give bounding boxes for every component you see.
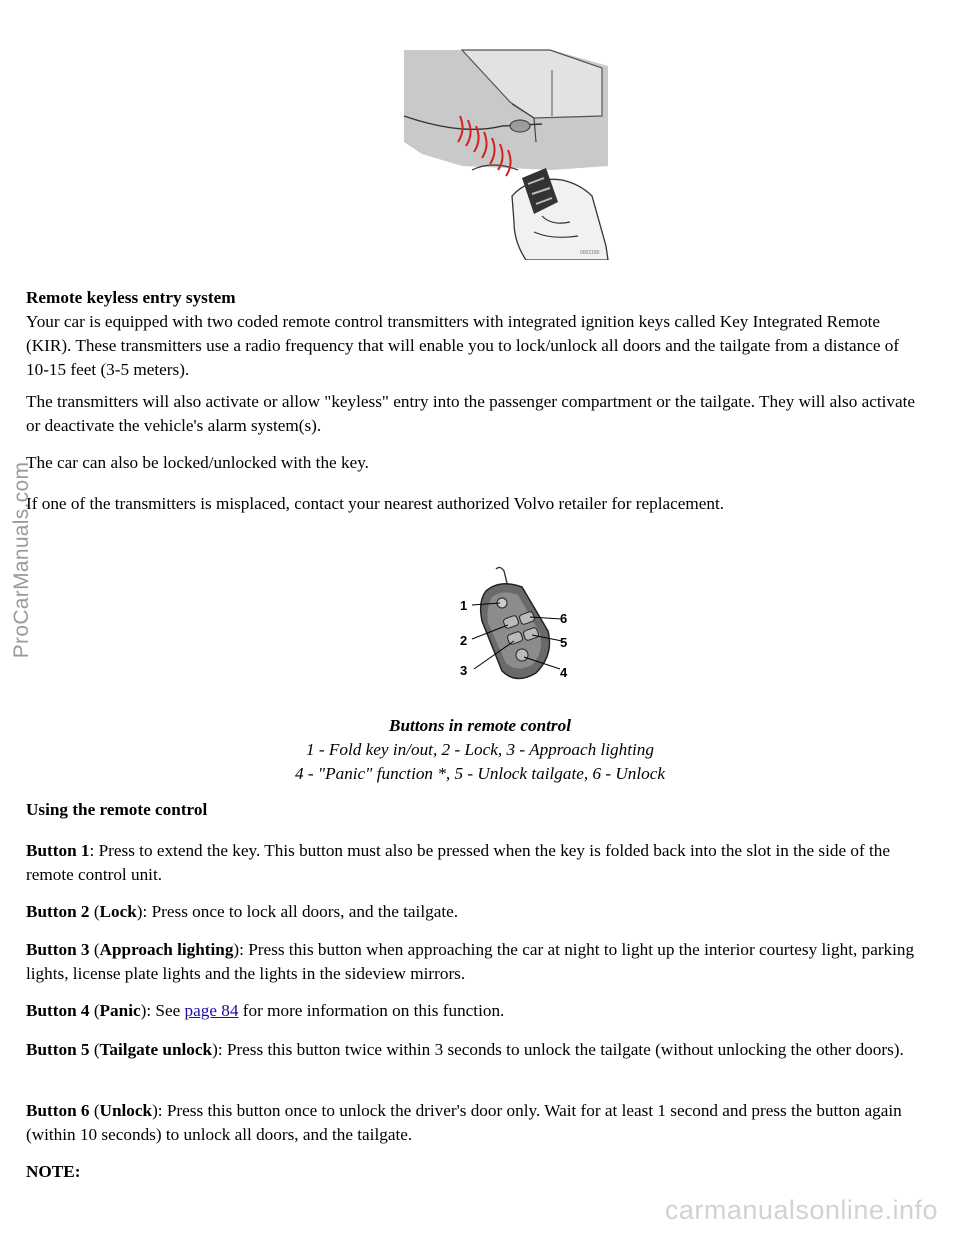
button-1-text: : Press to extend the key. This button must also be pressed when the key is folded back into the slot in the side of the remote control unit. [26, 841, 891, 884]
page-84-link[interactable]: page 84 [184, 1001, 239, 1020]
remote-figure-line-2: 4 - "Panic" function *, 5 - Unlock tailgate, 6 - Unlock [294, 764, 666, 783]
intro-paragraph-3: The car can also be locked/unlocked with the key. [26, 453, 369, 472]
button-5-text: ): Press this button twice within 3 seconds to unlock the tailgate (without unlocking the other doors). [212, 1040, 904, 1059]
intro-paragraph-1: Your car is equipped with two coded remote control transmitters with integrated ignition keys called Key Integrated Remote (KIR). These transmitters use a radio frequency that will enable you to lock/unlock all doors and the tailgate from a distance of 10-15 feet (3-5 meters). [26, 312, 900, 379]
side-watermark-text: ProCarManuals.com [10, 461, 33, 659]
note-label: NOTE: [26, 1162, 81, 1181]
button-6-description: Button 6 (Unlock): Press this button once to unlock the driver's door only. Wait for at least 1 second and press the button again (within 10 seconds) to unlock all doors, and the tailgate. [26, 1101, 902, 1144]
callout-4: 4 [560, 665, 568, 680]
button-4-description: Button 4 (Panic): See page 84 for more information on this function. [26, 1001, 505, 1020]
bottom-watermark: carmanualsonline.info [664, 1195, 938, 1225]
button-4-text-after: for more information on this function. [238, 1001, 505, 1020]
button-4-label: Button 4 [26, 1001, 90, 1020]
button-5-name: Tailgate unlock [99, 1040, 213, 1059]
button-6-label: Button 6 [26, 1101, 90, 1120]
callout-1: 1 [460, 598, 468, 613]
button-4-name: Panic [99, 1001, 141, 1020]
button-2-name: Lock [99, 902, 137, 921]
button-2-label: Button 2 [26, 902, 90, 921]
button-3-label: Button 3 [26, 940, 90, 959]
button-5-label: Button 5 [26, 1040, 90, 1059]
button-2-text: ): Press once to lock all doors, and the tailgate. [136, 902, 459, 921]
button-6-name: Unlock [99, 1101, 153, 1120]
remote-figure-line-1: 1 - Fold key in/out, 2 - Lock, 3 - Approach lighting [306, 740, 654, 759]
button-4-text-before: ): See [140, 1001, 185, 1020]
callout-5: 5 [560, 635, 568, 650]
car-remote-illustration [402, 46, 614, 260]
intro-paragraph-4: If one of the transmitters is misplaced, contact your nearest authorized Volvo retailer for replacement. [26, 494, 725, 513]
button-1-description [26, 839, 916, 887]
button-5-description: Button 5 (Tailgate unlock): Press this button twice within 3 seconds to unlock the tailgate (without unlocking the other doors). [26, 1040, 904, 1059]
button-2-description: Button 2 (Lock): Press once to lock all doors, and the tailgate. [26, 902, 459, 921]
section-heading: Using the remote control [26, 800, 208, 819]
callout-2: 2 [460, 633, 468, 648]
button-6-text: ): Press this button once to unlock the driver's door only. Wait for at least 1 second and press the button again (within 10 seconds) to unlock all doors, and the tailgate. [26, 1101, 902, 1144]
remote-control-diagram [456, 565, 574, 685]
figure-top-caption: Remote keyless entry system [26, 288, 236, 307]
callout-3: 3 [460, 663, 468, 678]
button-3-text: ): Press this button when approaching the car at night to light up the interior courtesy light, parking lights, license plate lights and the lights in the sideview mirrors. [26, 940, 915, 983]
button-3-description: Button 3 (Approach lighting): Press this button when approaching the car at night to light up the interior courtesy light, parking lights, license plate lights and the lights in the sideview mirrors. [26, 940, 915, 983]
button-1-label: Button 1 [26, 841, 90, 860]
side-watermark [8, 380, 36, 740]
remote-figure-title: Buttons in remote control [389, 716, 571, 735]
callout-6: 6 [560, 611, 568, 626]
intro-paragraph-2: The transmitters will also activate or allow "keyless" entry into the passenger compartment or the tailgate. They will also activate or deactivate the vehicle's alarm system(s). [26, 392, 916, 435]
button-3-name: Approach lighting [99, 940, 234, 959]
svg-text:0002180: 0002180 [580, 250, 600, 256]
